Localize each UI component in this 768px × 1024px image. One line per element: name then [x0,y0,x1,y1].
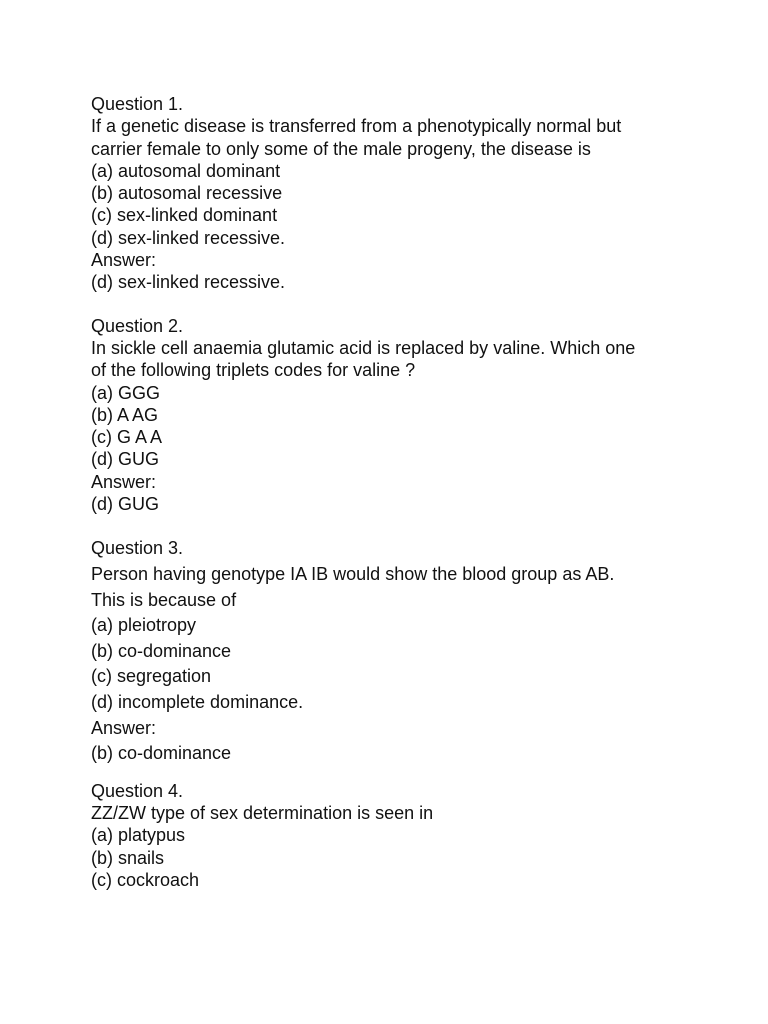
question-text: carrier female to only some of the male progeny, the disease is [91,138,591,159]
answer-value: (d) sex-linked recessive. [91,272,286,293]
option-b: (b) autosomal recessive [91,183,283,204]
question-3 [91,536,711,766]
question-text: This is because of [91,589,237,610]
question-4 [91,780,711,891]
option-c: (c) G A A [91,427,163,448]
option-c: (c) segregation [91,666,212,687]
question-text: of the following triplets codes for valine ? [91,360,416,381]
option-d: (d) GUG [91,449,160,470]
question-text: Person having genotype IA IB would show the blood group as AB. [91,563,615,584]
question-title: Question 4. [91,780,184,801]
option-b: (b) A AG [91,404,159,425]
question-title: Question 3. [91,538,184,559]
option-a: (a) pleiotropy [91,615,197,636]
option-c: (c) cockroach [91,869,200,890]
option-b: (b) co-dominance [91,640,232,661]
answer-label: Answer: [91,471,157,492]
answer-value: (d) GUG [91,494,160,515]
option-c: (c) sex-linked dominant [91,205,278,226]
question-2 [91,315,711,516]
question-title: Question 2. [91,315,184,336]
question-title: Question 1. [91,94,184,114]
option-a: (a) platypus [91,825,186,846]
document-page [91,93,711,891]
answer-label: Answer: [91,250,157,271]
option-b: (b) snails [91,847,165,868]
question-text: ZZ/ZW type of sex determination is seen in [91,802,434,823]
option-d: (d) sex-linked recessive. [91,227,286,248]
question-1 [91,93,711,294]
option-a: (a) GGG [91,382,161,403]
option-a: (a) autosomal dominant [91,160,281,181]
question-text: In sickle cell anaemia glutamic acid is replaced by valine. Which one [91,337,636,358]
answer-label: Answer: [91,717,157,738]
question-text: If a genetic disease is transferred from a phenotypically normal but [91,116,622,137]
answer-value: (b) co-dominance [91,743,232,764]
option-d: (d) incomplete dominance. [91,691,304,712]
